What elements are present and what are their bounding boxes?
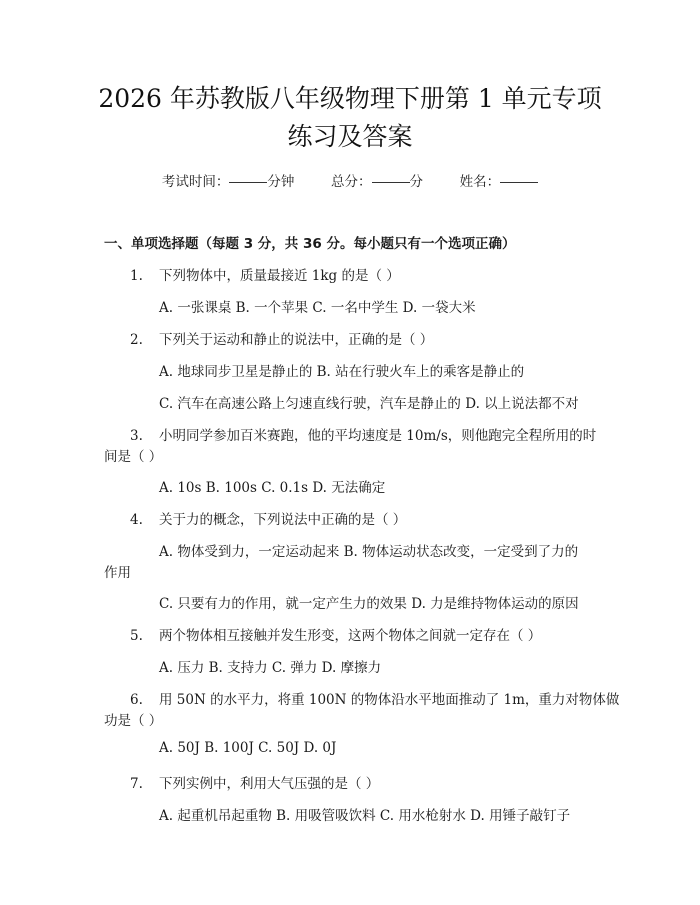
question-2 <box>130 328 433 348</box>
time-blank <box>229 182 267 183</box>
question-text: 下列关于运动和静止的说法中，正确的是（ ） <box>159 332 434 348</box>
question-4 <box>130 508 406 528</box>
time-unit: 分钟 <box>267 174 295 190</box>
question-6-text-continued: 功是（ ） <box>104 713 163 729</box>
question-2-options-c-d: C. 汽车在高速公路上匀速直线行驶，汽车是静止的 D. 以上说法都不对 <box>159 396 579 412</box>
question-number: 2. <box>130 332 143 348</box>
score-blank <box>372 182 410 183</box>
question-text: 下列实例中，利用大气压强的是（ ） <box>159 776 380 792</box>
question-3-text-continued: 间是（ ） <box>104 449 163 465</box>
score-label: 总分： <box>331 174 372 190</box>
question-text: 小明同学参加百米赛跑，他的平均速度是 10m/s，则他跑完全程所用的时 <box>159 428 597 444</box>
question-7-options: A. 起重机吊起重物 B. 用吸管吸饮料 C. 用水枪射水 D. 用锤子敲钉子 <box>159 808 571 824</box>
name-label: 姓名： <box>459 174 501 190</box>
question-1 <box>130 264 400 284</box>
question-6-options: A. 50J B. 100J C. 50J D. 0J <box>159 740 337 756</box>
question-number: 1. <box>130 268 143 284</box>
question-3-options: A. 10s B. 100s C. 0.1s D. 无法确定 <box>159 480 386 496</box>
question-4-options-c-d: C. 只要有力的作用，就一定产生力的效果 D. 力是维持物体运动的原因 <box>159 596 579 612</box>
exam-meta <box>0 170 700 190</box>
question-text: 用 50N 的水平力，将重 100N 的物体沿水平地面推动了 1m，重力对物体做 <box>159 692 620 708</box>
question-5 <box>130 624 541 644</box>
question-1-options: A. 一张课桌 B. 一个苹果 C. 一名中学生 D. 一袋大米 <box>159 300 476 316</box>
question-2-options-a-b: A. 地球同步卫星是静止的 B. 站在行驶火车上的乘客是静止的 <box>159 364 525 380</box>
time-label: 考试时间： <box>161 174 230 190</box>
question-6 <box>130 688 619 708</box>
score-unit: 分 <box>409 174 423 190</box>
section-heading: 一、单项选择题（每题 3 分，共 36 分。每小题只有一个选项正确） <box>104 236 516 252</box>
question-7 <box>130 772 379 792</box>
question-4-options-a-b: A. 物体受到力，一定运动起来 B. 物体运动状态改变，一定受到了力的 <box>159 544 579 560</box>
question-number: 5. <box>130 628 143 644</box>
name-blank <box>500 182 538 183</box>
question-3 <box>130 424 596 444</box>
page-title-line-2: 练习及答案 <box>287 122 413 151</box>
question-5-options: A. 压力 B. 支持力 C. 弹力 D. 摩擦力 <box>159 660 382 676</box>
question-number: 3. <box>130 428 143 444</box>
question-4-options-continued: 作用 <box>104 565 131 581</box>
page-title-line-1: 2026 年苏教版八年级物理下册第 1 单元专项 <box>98 84 602 113</box>
question-text: 两个物体相互接触并发生形变，这两个物体之间就一定存在（ ） <box>159 628 542 644</box>
question-number: 7. <box>130 776 143 792</box>
question-text: 关于力的概念，下列说法中正确的是（ ） <box>159 512 407 528</box>
question-text: 下列物体中，质量最接近 1kg 的是（ ） <box>159 268 400 284</box>
question-number: 6. <box>130 692 143 708</box>
question-number: 4. <box>130 512 143 528</box>
